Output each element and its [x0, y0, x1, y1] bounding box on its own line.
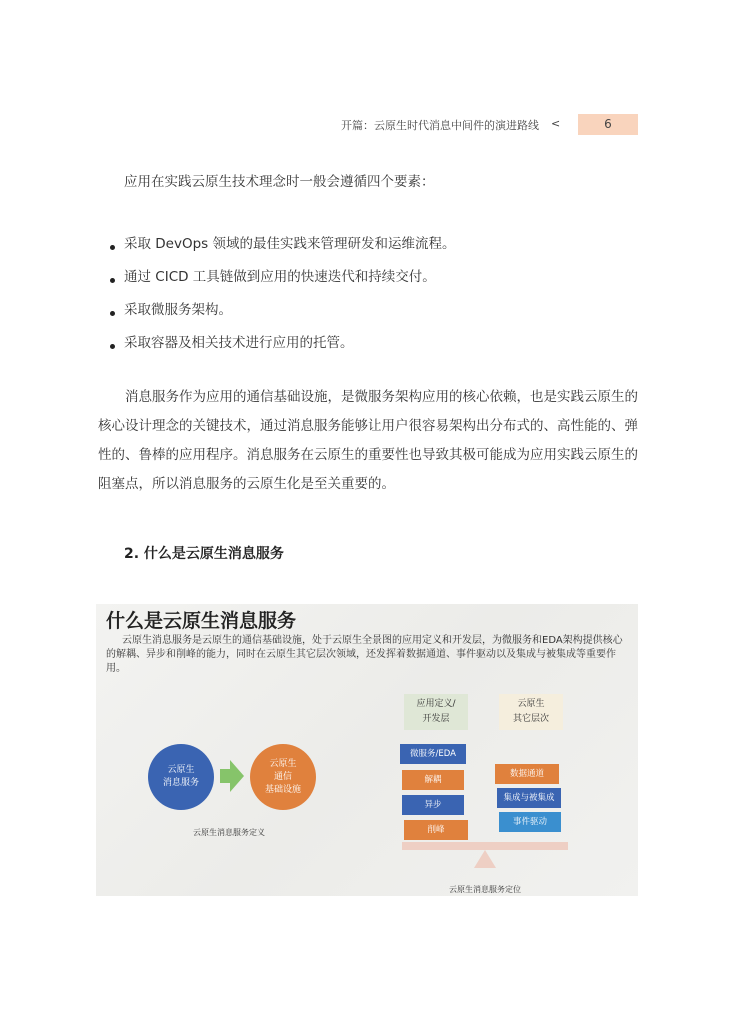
block-async: 异步: [402, 795, 464, 815]
circle-label: 云原生 通信 基础设施: [264, 758, 301, 795]
arrow-right-icon: [220, 769, 230, 783]
list-item: 采取微服务架构。: [110, 294, 456, 327]
block-decoupling: 解耦: [402, 770, 464, 790]
block-peak-shaving: 削峰: [404, 820, 468, 840]
arrow-head-icon: [230, 760, 244, 792]
circle-messaging-service: [148, 744, 214, 810]
positioning-caption: 云原生消息服务定位: [449, 885, 521, 894]
page-header: [0, 114, 735, 136]
header-title: 开篇：云原生时代消息中间件的演进路线: [341, 119, 539, 132]
balance-beam: [402, 842, 568, 850]
circle-communication-infra: [250, 744, 316, 810]
definition-caption: 云原生消息服务定义: [193, 828, 265, 837]
block-data-channel: 数据通道: [495, 764, 559, 784]
circle-label: 云原生 消息服务: [162, 765, 199, 788]
list-item: 通过 CICD 工具链做到应用的快速迭代和持续交付。: [110, 261, 456, 294]
block-microservice-eda: 微服务/EDA: [400, 744, 466, 764]
block-event-driven: 事件驱动: [499, 812, 561, 832]
page-number-badge: 6: [578, 114, 638, 135]
bullet-list: [110, 228, 456, 360]
body-paragraph: 消息服务作为应用的通信基础设施，是微服务架构应用的核心依赖，也是实践云原生的核心设计理念的关键技术，通过消息服务能够让用户很容易架构出分布式的、高性能的、弹性的、鲁棒的应用程序。消息服务在云原生的重要性也导致其极可能成为应用实践云原生的阻塞点，所以消息服务的云原生化是至关重要的。: [98, 389, 638, 492]
list-item: 采取容器及相关技术进行应用的托管。: [110, 327, 456, 360]
balance-fulcrum: [474, 850, 496, 868]
figure-cloud-native-messaging: [96, 604, 638, 896]
tag-app-layer: 应用定义/ 开发层: [404, 694, 468, 730]
block-integration: 集成与被集成: [497, 788, 561, 808]
section-heading: 2. 什么是云原生消息服务: [124, 546, 284, 562]
figure-title: 什么是云原生消息服务: [106, 610, 297, 632]
chevron-left-icon[interactable]: <: [551, 117, 561, 130]
tag-other-layer: 云原生 其它层次: [499, 694, 563, 730]
list-item: 采取 DevOps 领域的最佳实践来管理研发和运维流程。: [110, 228, 456, 261]
intro-text: 应用在实践云原生技术理念时一般会遵循四个要素：: [124, 174, 435, 190]
figure-description: 云原生消息服务是云原生的通信基础设施，处于云原生全景图的应用定义和开发层，为微服务和EDA架构提供核心的解耦、异步和削峰的能力，同时在云原生其它层次领域，还发挥着数据通道、事件驱动以及集成与被集成等重要作用。: [106, 635, 623, 674]
